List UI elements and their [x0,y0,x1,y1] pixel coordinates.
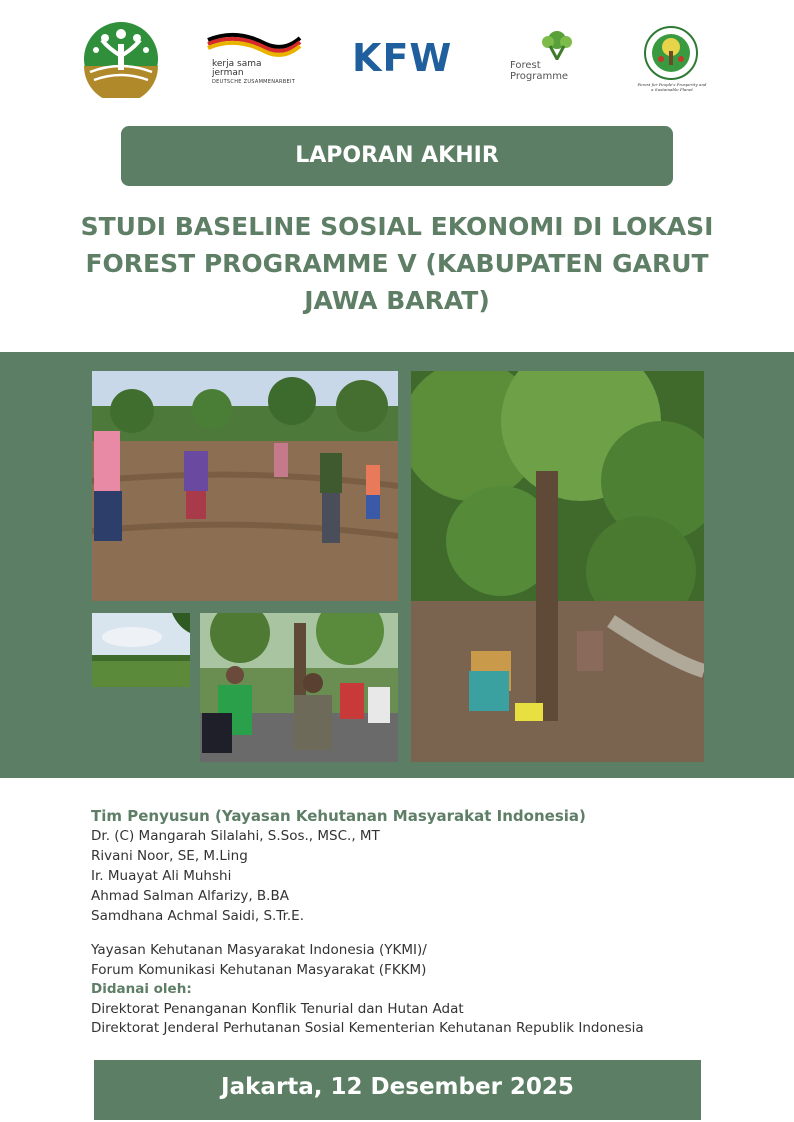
organization-line: Forum Komunikasi Kehutanan Masyarakat (FKKM) [91,961,427,978]
photo-meeting-group [200,613,398,762]
photo-teak-tree [411,371,704,762]
kerja-sama-line1: kerja sama [212,59,262,69]
funder-line: Direktorat Jenderal Perhutanan Sosial Kementerian Kehutanan Republik Indonesia [91,1020,644,1036]
report-label-bar: LAPORAN AKHIR [121,126,673,186]
title-line: FOREST PROGRAMME V (KABUPATEN GARUT [85,249,709,278]
organization-section [91,941,771,1039]
tree-circle-logo [82,20,160,98]
forest-programme-text [510,60,568,82]
fkkm-caption: Forest for People's Prosperity and a Sustainable Planet [637,82,707,92]
photo-landscape-small [92,613,190,687]
forest-line1: Forest [510,60,541,71]
kerja-sama-line2: jerman [212,68,244,78]
team-member: Dr. (C) Mangarah Silalahi, S.Sos., MSC., MT [91,828,380,844]
team-section [91,806,771,926]
forest-programme-tree-icon [536,30,578,60]
logo-row [0,0,794,110]
kfw-logo: KFW [352,36,453,80]
team-member: Ir. Muayat Ali Muhshi [91,868,232,884]
team-heading: Tim Penyusun (Yayasan Kehutanan Masyarakat Indonesia) [91,807,586,825]
kerja-sama-jerman-text [212,60,295,87]
organization-line: Yayasan Kehutanan Masyarakat Indonesia (YKMI)/ [91,942,427,958]
team-member: Ahmad Salman Alfarizy, B.BA [91,888,289,904]
fkkm-seal-logo [643,25,699,81]
place-date-bar: Jakarta, 12 Desember 2025 [94,1060,701,1120]
photo-farmers-field [92,371,398,601]
team-member: Samdhana Achmal Saidi, S.Tr.E. [91,908,304,924]
funder-line: Direktorat Penanganan Konflik Tenurial dan Hutan Adat [91,1000,464,1017]
team-member: Rivani Noor, SE, M.Ling [91,848,248,864]
title-line: STUDI BASELINE SOSIAL EKONOMI DI LOKASI [80,212,714,241]
german-flag-swoosh-logo [206,30,302,60]
title-line: JAWA BARAT) [304,286,490,315]
report-title [40,208,754,319]
funded-heading: Didanai oleh: [91,981,192,997]
forest-line2: Programme [510,71,569,82]
kerja-sama-line3: DEUTSCHE ZUSAMMENARBEIT [212,79,296,85]
